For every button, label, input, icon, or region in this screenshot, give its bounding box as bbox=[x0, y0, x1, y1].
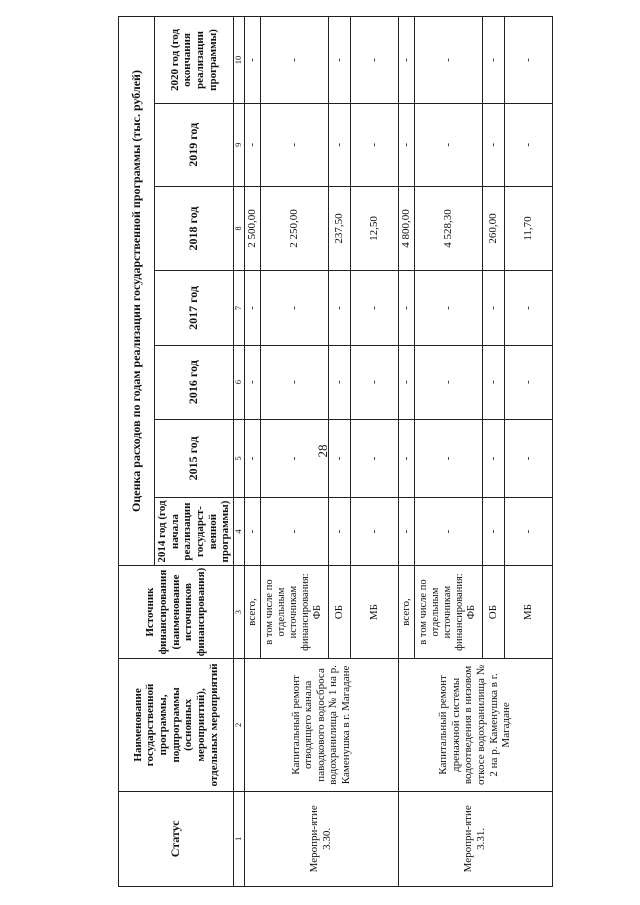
table-row bbox=[398, 17, 414, 887]
header-year-2017: 2017 год bbox=[155, 271, 234, 345]
value-cell: - bbox=[398, 345, 414, 419]
value-cell: - bbox=[260, 271, 328, 345]
value-cell: 2 500,00 bbox=[244, 186, 260, 271]
column-index: 2 bbox=[233, 659, 244, 791]
measure-name: Капитальный ремонт дренажной системы водоотведения в низовом откосе водохранилища № 2 на р. Каменушка в г. Магадане bbox=[398, 659, 552, 791]
value-cell: - bbox=[504, 271, 552, 345]
value-cell: 4 528,30 bbox=[414, 186, 482, 271]
column-index-row bbox=[233, 17, 244, 887]
value-cell: - bbox=[414, 103, 482, 186]
column-index: 10 bbox=[233, 17, 244, 104]
value-cell: - bbox=[504, 103, 552, 186]
value-cell: - bbox=[260, 498, 328, 566]
header-year-2019: 2019 год bbox=[155, 103, 234, 186]
value-cell: - bbox=[350, 345, 398, 419]
value-cell: - bbox=[350, 271, 398, 345]
source-cell: всего, bbox=[244, 565, 260, 658]
value-cell: - bbox=[328, 271, 350, 345]
value-cell: - bbox=[328, 17, 350, 104]
financing-table bbox=[118, 16, 553, 887]
source-cell: в том числе по отдельным источникам финансирования: ФБ bbox=[414, 565, 482, 658]
value-cell: 237,50 bbox=[328, 186, 350, 271]
header-year-2020: 2020 год (год окончания реализации программы) bbox=[155, 17, 234, 104]
value-cell: - bbox=[328, 103, 350, 186]
value-cell: 4 800,00 bbox=[398, 186, 414, 271]
source-cell: МБ bbox=[504, 565, 552, 658]
value-cell: - bbox=[328, 419, 350, 497]
value-cell: - bbox=[350, 17, 398, 104]
value-cell: - bbox=[482, 419, 504, 497]
value-cell: - bbox=[414, 419, 482, 497]
table-row bbox=[244, 17, 260, 887]
value-cell: - bbox=[482, 17, 504, 104]
value-cell: - bbox=[244, 419, 260, 497]
value-cell: - bbox=[350, 103, 398, 186]
value-cell: 12,50 bbox=[350, 186, 398, 271]
value-cell: - bbox=[398, 498, 414, 566]
value-cell: - bbox=[398, 419, 414, 497]
header-name: Наименование государственной программы, подпрограммы (основных мероприятий), отдельных мероприятий bbox=[119, 659, 234, 791]
value-cell: - bbox=[414, 271, 482, 345]
source-cell: ОБ bbox=[482, 565, 504, 658]
column-index: 5 bbox=[233, 419, 244, 497]
header-year-2014: 2014 год (год начала реализации государст-венной программы) bbox=[155, 498, 234, 566]
value-cell: - bbox=[350, 498, 398, 566]
column-index: 9 bbox=[233, 103, 244, 186]
value-cell: - bbox=[244, 17, 260, 104]
value-cell: - bbox=[398, 103, 414, 186]
value-cell: - bbox=[328, 345, 350, 419]
value-cell: - bbox=[482, 271, 504, 345]
value-cell: - bbox=[398, 17, 414, 104]
value-cell: - bbox=[260, 103, 328, 186]
header-costs-group: Оценка расходов по годам реализации государственной программы (тыс. рублей) bbox=[119, 17, 155, 566]
value-cell: - bbox=[504, 17, 552, 104]
value-cell: - bbox=[414, 345, 482, 419]
column-index: 7 bbox=[233, 271, 244, 345]
value-cell: - bbox=[504, 419, 552, 497]
header-source: Источник финансирования (наименование источников финансирования) bbox=[119, 565, 234, 658]
source-cell: в том числе по отдельным источникам финансирования: ФБ bbox=[260, 565, 328, 658]
column-index: 1 bbox=[233, 791, 244, 886]
value-cell: - bbox=[350, 419, 398, 497]
value-cell: - bbox=[482, 345, 504, 419]
column-index: 6 bbox=[233, 345, 244, 419]
source-cell: МБ bbox=[350, 565, 398, 658]
value-cell: 2 250,00 bbox=[260, 186, 328, 271]
header-year-2016: 2016 год bbox=[155, 345, 234, 419]
value-cell: - bbox=[260, 419, 328, 497]
value-cell: - bbox=[482, 103, 504, 186]
value-cell: - bbox=[244, 271, 260, 345]
header-year-2015: 2015 год bbox=[155, 419, 234, 497]
value-cell: - bbox=[244, 498, 260, 566]
value-cell: - bbox=[504, 345, 552, 419]
header-status: Статус bbox=[119, 791, 234, 886]
value-cell: - bbox=[260, 17, 328, 104]
value-cell: - bbox=[504, 498, 552, 566]
value-cell: - bbox=[482, 498, 504, 566]
value-cell: - bbox=[414, 17, 482, 104]
value-cell: - bbox=[244, 103, 260, 186]
value-cell: - bbox=[244, 345, 260, 419]
value-cell: - bbox=[328, 498, 350, 566]
column-index: 8 bbox=[233, 186, 244, 271]
measure-status: Меропри-ятие 3.30. bbox=[244, 791, 398, 886]
measure-status: Меропри-ятие 3.31. bbox=[398, 791, 552, 886]
source-cell: всего, bbox=[398, 565, 414, 658]
source-cell: ОБ bbox=[328, 565, 350, 658]
value-cell: - bbox=[414, 498, 482, 566]
measure-name: Капитальный ремонт отводящего канала паводкового водосброса водохранилища № 1 на р. Каменушка в г. Магадане bbox=[244, 659, 398, 791]
value-cell: - bbox=[398, 271, 414, 345]
value-cell: 260,00 bbox=[482, 186, 504, 271]
value-cell: 11,70 bbox=[504, 186, 552, 271]
column-index: 3 bbox=[233, 565, 244, 658]
value-cell: - bbox=[260, 345, 328, 419]
page-number: 28 bbox=[315, 444, 330, 458]
header-year-2018: 2018 год bbox=[155, 186, 234, 271]
column-index: 4 bbox=[233, 498, 244, 566]
rotated-table-container bbox=[118, 16, 545, 887]
